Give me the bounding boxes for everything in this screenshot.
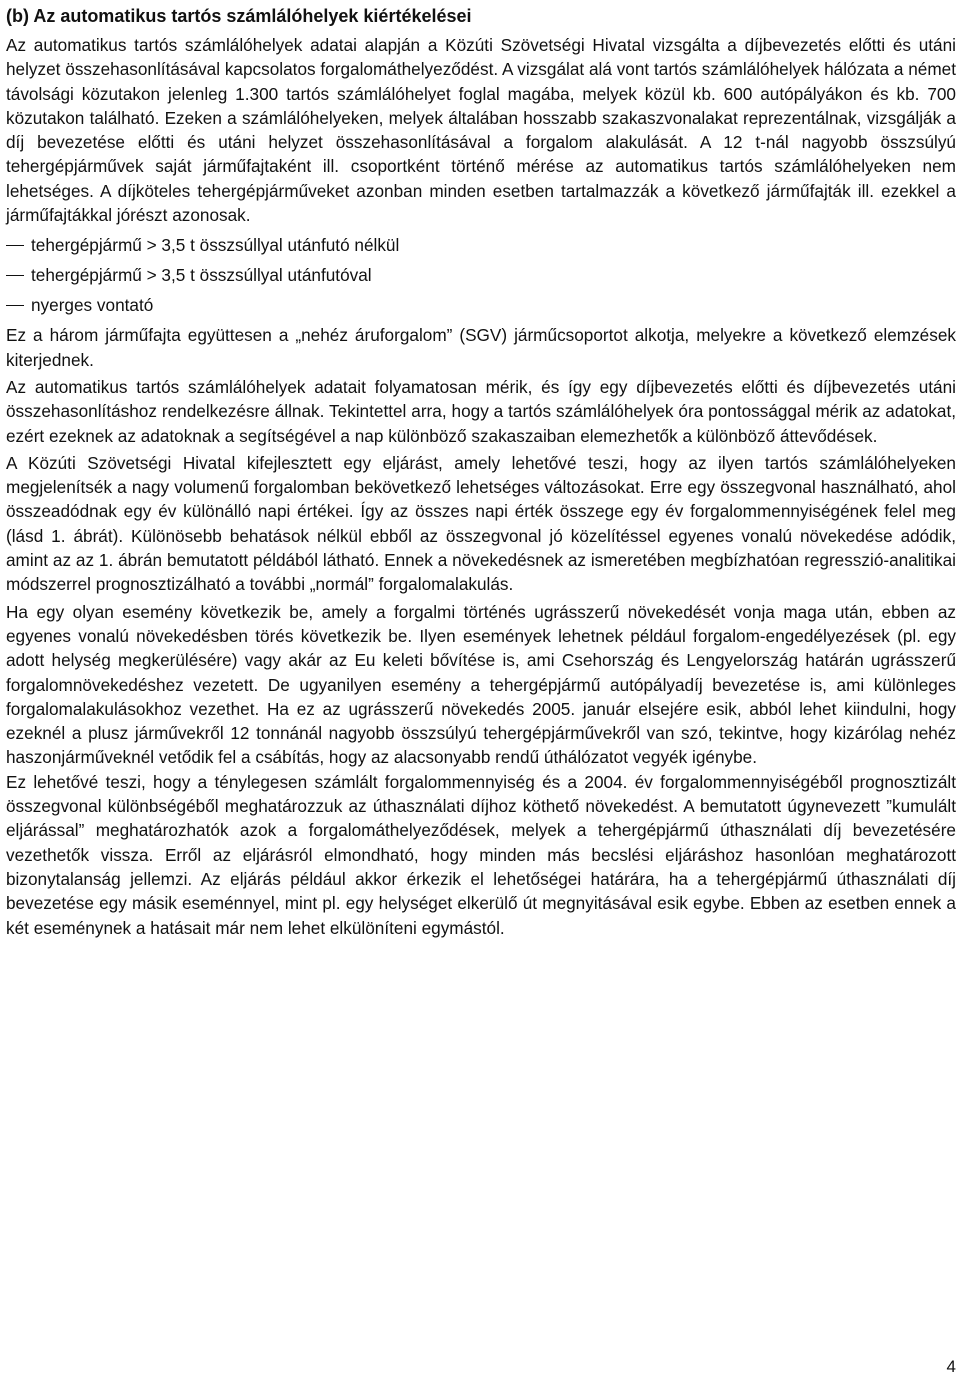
section-heading: (b) Az automatikus tartós számlálóhelyek kiértékelései [6,6,472,26]
dash-bullet-icon [6,305,24,306]
list-item-text: tehergépjármű > 3,5 t összsúllyal utánfutó nélkül [31,235,400,256]
paragraph-method-limits: Ez lehetővé teszi, hogy a ténylegesen számlált forgalommennyiség és a 2004. év forgalommennyiségéből prognosztizált összegvonal különbségéből meghatározzuk az úthasználati díjhoz köthető növekedést. A bemutatott úgynevezett ”kumulált eljárással” meghatározhatók azok a forgalomáthelyeződések, melyek a tehergépjármű úthasználati díj bevezetésére vezethetők vissza. Erről az eljárásról elmondható, hogy minden más becslési eljáráshoz hasonlóan meghatározott bizonytalanság jellemzi. Az eljárás például akkor érkezik el lehetőségei határára, ha a tehergépjármű úthasználati díj bevezetése egy másik eseménnyel, mint pl. egy helységet elkerülő út megnyitásával esik egybe. Ebben az esetben ennek a két eseménynek a hatásait már nem lehet elkülöníteni egymástól. [6,771,956,938]
list-item-text: tehergépjármű > 3,5 t összsúllyal utánfutóval [31,265,372,286]
paragraph-continuous-measurement: Az automatikus tartós számlálóhelyek adatait folyamatosan mérik, és így egy díjbevezetés előtti és díjbevezetés utáni összehasonlításhoz rendelkezésre állnak. Tekintettel arra, hogy a tartós számlálóhelyek óra pontossággal mérik az adatokat, ezért ezeknek az adatoknak a segítségével a nap különböző szakaszaiban elemezhetők a különböző áttevődések. [6,376,956,446]
dash-bullet-icon [6,275,24,276]
paragraph-cumulative-line: A Közúti Szövetségi Hivatal kifejlesztett egy eljárást, amely lehetővé teszi, hogy az ilyen tartós számlálóhelyeken megjelenítsék a nagy volumenű forgalomban bekövetkező lehetséges változásokat. Erre egy összegvonal használható, ahol összeadódnak egy év különálló napi értékei. Így az összes napi érték összege egy év forgalommennyiségének felel meg (lásd 1. ábrát). Különösebb behatások nélkül ebből az összegvonal jó közelítéssel egyenes vonalú növekedése adódik, amint az az 1. ábrán bemutatott példából látható. Ennek a növekedésnek az ismeretében megbízhatóan regresszió-analitikai módszerrel prognosztizálható a további „normál” forgalomalakulás. [6,452,956,595]
list-item [6,230,956,260]
list-item [6,290,956,320]
paragraph-sgv: Ez a három járműfajta együttesen a „nehéz áruforgalom” (SGV) járműcsoportot alkotja, melyekre a következő elemzések kiterjednek. [6,325,956,370]
vehicle-type-list [6,230,956,320]
paragraph-events: Ha egy olyan esemény következik be, amely a forgalmi történés ugrásszerű növekedését vonja maga után, ebben az egyenes vonalú növekedésben törés következik be. Ilyen események lehetnek például forgalom-engedélyezések (pl. egy adott helység megkerülésére) vagy akár az Eu keleti bővítése is, ami Csehország és Lengyelország határán ugrásszerű forgalomnövekedéshez vezetett. De ugyanilyen esemény a tehergépjármű autópályadíj bevezetése is, ami különleges forgalomalakulásokhoz vezethet. Ha ez az ugrásszerű növekedés 2005. január elsejére esik, abból lehet kiindulni, hogy ezeknél a plusz járművekről 12 tonnánál nagyobb összsúlyú tehergépjárművekről van szó, tekintve, hogy kizárólag nehéz haszonjárműveknél vetődik fel a csábítás, hogy az alacsonyabb rendű úthálózatot vegyék igénybe. [6,601,956,768]
list-item-text: nyerges vontató [31,295,154,316]
page-number: 4 [946,1357,956,1376]
dash-bullet-icon [6,245,24,246]
document-page [6,0,956,943]
list-item [6,260,956,290]
paragraph-intro: Az automatikus tartós számlálóhelyek adatai alapján a Közúti Szövetségi Hivatal vizsgálta a díjbevezetés előtti és utáni helyzet összehasonlításával kapcsolatos forgalomáthelyeződést. A vizsgálat alá vont tartós számlálóhelyek hálózata a német távolsági közutakon jelenleg 1.300 tartós számlálóhelyet foglal magába, melyek közül kb. 600 autópályákon és kb. 700 közutakon található. Ezeken a számlálóhelyeken, melyek általában hosszabb szakaszvonalakat reprezentálnak, vizsgálják a díj bevezetése előtti és utáni helyzet összehasonlításával a forgalom alakulását. A 12 t-nál nagyobb összsúlyú tehergépjárművek saját járműfajtaként ill. csoportként történő mérése az automatikus tartós számlálóhelyeken nem lehetséges. A díjköteles tehergépjárműveket azonban minden esetben tartalmazzák a következő járműfajták ill. ezekkel a járműfajtákkal jórészt azonosak. [6,35,956,226]
